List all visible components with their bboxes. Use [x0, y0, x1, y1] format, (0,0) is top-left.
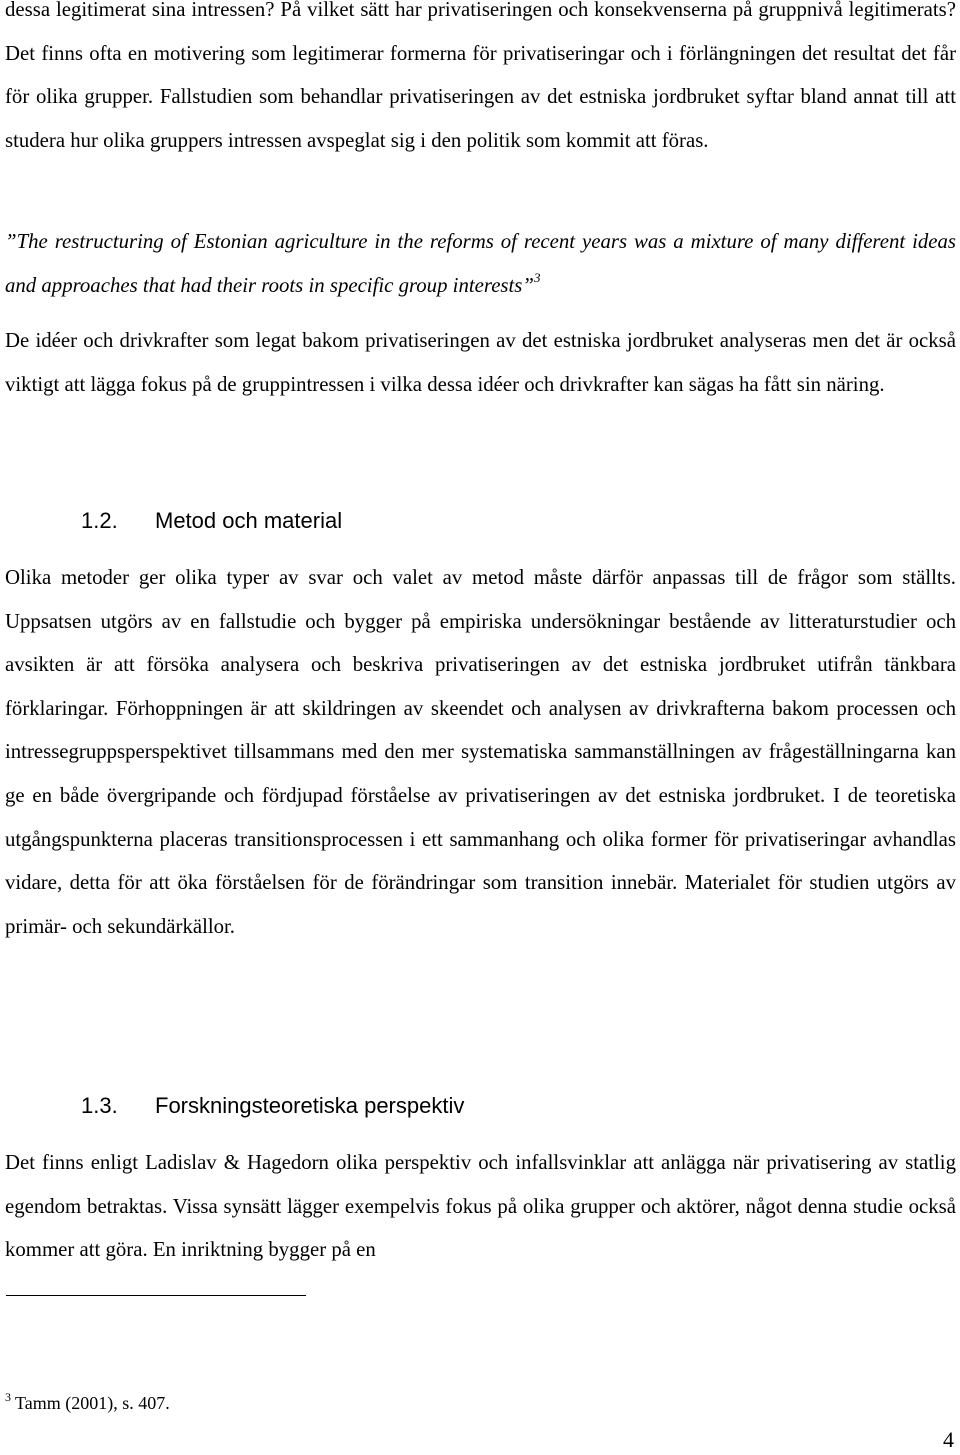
paragraph-drivers [5, 319, 956, 406]
page-number: 4 [943, 1427, 954, 1452]
paragraph-method-text: Olika metoder ger olika typer av svar och valet av metod måste därför anpassas till de frågor som ställts. Uppsatsen utgörs av en fallstudie och bygger på empiriska undersökningar bestående av litteraturstudier och avsikten är att försöka analysera och beskriva privatiseringen av det estniska jordbruket utifrån tänkbara förklaringar. Förhoppningen är att skildringen av skeendet och analysen av drivkrafterna bakom processen och intressegruppsperspektivet tillsammans med den mer systematiska sammanställningen av frågeställningarna kan ge en både övergripande och fördjupad förståelse av privatiseringen av det estniska jordbruket. I de teoretiska utgångspunkterna placeras transitionsprocessen i ett sammanhang och olika former för privatiseringar avhandlas vidare, detta för att öka förståelsen för de förändringar som transition innebär. Materialet för studien utgörs av primär- och sekundärkällor. [5, 566, 956, 938]
footnote-separator [6, 1295, 306, 1296]
section-title: Metod och material [155, 508, 343, 533]
footnote-reference[interactable]: 3 [533, 269, 541, 285]
footnote-text: Tamm (2001), s. 407. [15, 1393, 170, 1413]
block-quote [5, 220, 956, 307]
block-quote-text: ”The restructuring of Estonian agriculture in the reforms of recent years was a mixture of many different ideas and approaches that had their roots in specific group interests” [5, 230, 956, 297]
footnote-number: 3 [5, 1390, 11, 1404]
paragraph-method [5, 556, 956, 948]
section-title: Forskningsteoretiska perspektiv [155, 1093, 465, 1118]
paragraph-intro-text: dessa legitimerat sina intressen? På vilket sätt har privatiseringen och konsekvenserna på gruppnivå legitimerats? Det finns ofta en motivering som legitimerar formerna för privatiseringar och i förlängningen det resultat det får för olika grupper. Fallstudien som behandlar privatiseringen av det estniska jordbruket syftar bland annat till att studera hur olika gruppers intressen avspeglat sig i den politik som kommit att föras. [5, 0, 956, 152]
footnote [5, 1390, 170, 1416]
paragraph-intro [5, 0, 956, 162]
section-heading-method [81, 506, 342, 536]
paragraph-perspective [5, 1141, 956, 1272]
paragraph-drivers-text: De idéer och drivkrafter som legat bakom privatiseringen av det estniska jordbruket analyseras men det är också viktigt att lägga fokus på de gruppintressen i vilka dessa idéer och drivkrafter kan sägas ha fått sin näring. [5, 329, 956, 396]
paragraph-perspective-text: Det finns enligt Ladislav & Hagedorn olika perspektiv och infallsvinklar att anlägga när privatisering av statlig egendom betraktas. Vissa synsätt lägger exempelvis fokus på olika grupper och aktörer, något denna studie också kommer att göra. En inriktning bygger på en [5, 1151, 956, 1262]
section-heading-perspective [81, 1091, 464, 1121]
section-number: 1.2. [81, 508, 118, 533]
section-number: 1.3. [81, 1093, 118, 1118]
